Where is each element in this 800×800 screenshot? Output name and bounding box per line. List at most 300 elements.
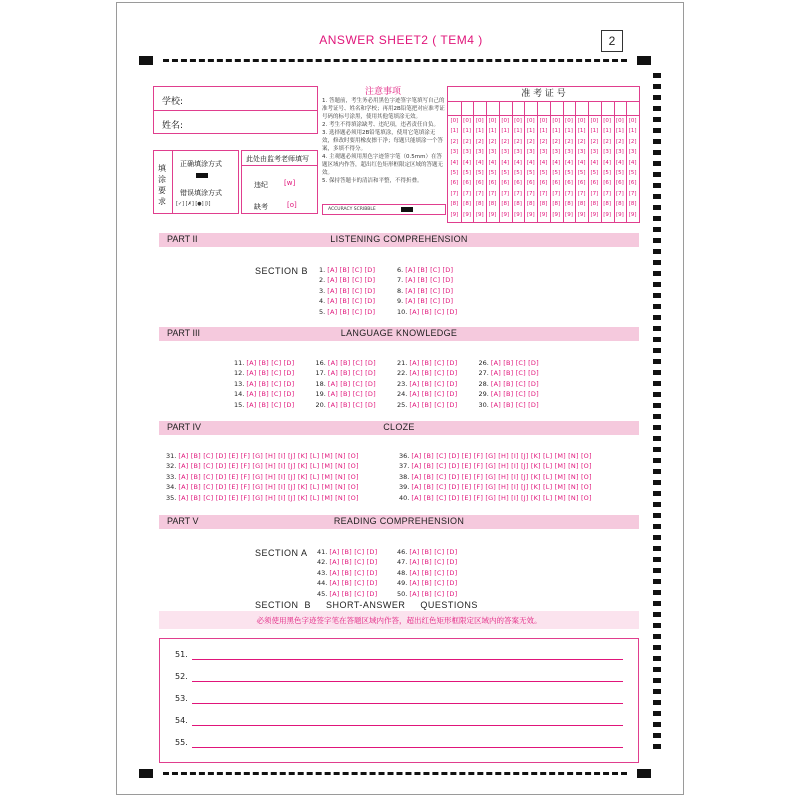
- exam-id-bubble[interactable]: [2]: [577, 138, 586, 145]
- exam-id-bubble[interactable]: [5]: [488, 170, 497, 177]
- exam-id-bubble[interactable]: [2]: [514, 138, 522, 145]
- question-number: 29.: [478, 390, 491, 399]
- exam-id-bubble[interactable]: [6]: [590, 180, 599, 187]
- exam-id-column: [588, 116, 601, 220]
- question-number: 35.: [166, 493, 179, 502]
- answer-options[interactable]: [A] [B] [C] [D]: [327, 266, 376, 274]
- exam-id-bubble[interactable]: [9]: [577, 211, 586, 218]
- answer-options[interactable]: [A] [B] [C] [D]: [246, 400, 295, 409]
- exam-id-bubble[interactable]: [8]: [539, 201, 548, 208]
- answer-options[interactable]: [A] [B] [C] [D]: [490, 379, 539, 388]
- answer-options[interactable]: [A] [B] [C] [D]: [246, 359, 295, 367]
- part2-title: LISTENING COMPREHENSION: [330, 234, 468, 244]
- exam-id-bubble[interactable]: [9]: [463, 211, 471, 218]
- exam-id-bubble[interactable]: [7]: [577, 190, 586, 197]
- exam-id-bubble[interactable]: [6]: [628, 180, 637, 187]
- exam-id-bubble[interactable]: [9]: [514, 211, 522, 218]
- exam-id-bubble[interactable]: [7]: [590, 190, 599, 197]
- absent-mark[interactable]: [o]: [287, 201, 297, 209]
- timing-mark: [653, 568, 661, 573]
- exam-id-bubble[interactable]: [9]: [501, 211, 510, 218]
- exam-id-bubble[interactable]: [2]: [552, 138, 561, 145]
- exam-id-bubble[interactable]: [3]: [488, 149, 497, 156]
- exam-id-bubble[interactable]: [2]: [463, 138, 471, 145]
- exam-id-bubble[interactable]: [1]: [450, 128, 459, 135]
- exam-id-bubble[interactable]: [3]: [526, 149, 535, 156]
- answer-options[interactable]: [A] [B] [C] [D]: [327, 400, 376, 409]
- question-row: [397, 400, 457, 410]
- exam-id-bubble[interactable]: [8]: [615, 201, 624, 208]
- exam-id-bubble[interactable]: [4]: [565, 159, 573, 166]
- question-row: [166, 472, 359, 482]
- timing-mark: [653, 249, 661, 254]
- exam-id-bubble[interactable]: [1]: [463, 128, 471, 135]
- exam-id-bubble[interactable]: [7]: [565, 190, 573, 197]
- exam-id-bubble[interactable]: [1]: [514, 128, 522, 135]
- exam-id-bubble[interactable]: [0]: [577, 118, 586, 124]
- timing-mark: [653, 370, 661, 375]
- bottom-timing-track: [163, 772, 627, 779]
- exam-id-bubble[interactable]: [8]: [463, 201, 471, 208]
- exam-id-bubble[interactable]: [1]: [539, 128, 548, 135]
- exam-id-bubble[interactable]: [0]: [603, 118, 612, 124]
- question-row: [234, 368, 294, 378]
- exam-id-bubble[interactable]: [7]: [501, 190, 510, 197]
- answer-options[interactable]: [A] [B] [C] [D] [E] [F] [G] [H] [I] [J] [K] [L] [M] [N] [O]: [178, 452, 359, 460]
- question-number: 23.: [397, 379, 410, 388]
- exam-id-bubble[interactable]: [6]: [577, 180, 586, 187]
- exam-id-bubble[interactable]: [6]: [565, 180, 573, 187]
- exam-id-bubble[interactable]: [4]: [526, 159, 535, 166]
- exam-id-bubble[interactable]: [0]: [565, 118, 573, 124]
- timing-mark: [653, 491, 661, 496]
- exam-id-bubble[interactable]: [4]: [501, 159, 510, 166]
- exam-id-bubble[interactable]: [8]: [526, 201, 535, 208]
- answer-options[interactable]: [A] [B] [C] [D]: [409, 379, 458, 388]
- exam-id-bubble[interactable]: [7]: [463, 190, 471, 197]
- answer-options[interactable]: [A] [B] [C] [D]: [327, 286, 376, 295]
- exam-id-bubble[interactable]: [1]: [590, 128, 599, 135]
- exam-id-bubble[interactable]: [5]: [565, 170, 573, 177]
- timing-mark: [653, 678, 661, 683]
- exam-id-bubble[interactable]: [8]: [590, 201, 599, 208]
- exam-id-bubble[interactable]: [1]: [501, 128, 510, 135]
- exam-id-bubble[interactable]: [1]: [628, 128, 637, 135]
- answer-options[interactable]: [A] [B] [C] [D]: [327, 390, 376, 399]
- exam-id-grid: [448, 101, 639, 222]
- exam-id-bubble[interactable]: [1]: [565, 128, 573, 135]
- exam-id-bubble[interactable]: [2]: [526, 138, 535, 145]
- exam-id-bubble[interactable]: [6]: [526, 180, 535, 187]
- question-number: 41.: [317, 548, 330, 556]
- exam-id-bubble[interactable]: [9]: [488, 211, 497, 218]
- exam-id-bubble[interactable]: [0]: [615, 118, 624, 124]
- registration-mark-top-left: [139, 56, 153, 65]
- answer-options[interactable]: [A] [B] [C] [D]: [405, 286, 454, 295]
- answer-options[interactable]: [A] [B] [C] [D]: [409, 400, 458, 409]
- timing-mark: [653, 348, 661, 353]
- short-answer-line[interactable]: [192, 747, 623, 748]
- exam-id-bubble[interactable]: [4]: [577, 159, 586, 166]
- timing-mark: [653, 183, 661, 188]
- exam-id-bubble[interactable]: [4]: [552, 159, 561, 166]
- exam-id-bubble[interactable]: [9]: [450, 211, 459, 218]
- exam-id-bubble[interactable]: [6]: [463, 180, 471, 187]
- timing-mark: [653, 700, 661, 705]
- notice-list: [322, 97, 446, 185]
- exam-id-bubble[interactable]: [7]: [628, 190, 637, 197]
- exam-id-bubble[interactable]: [5]: [514, 170, 522, 177]
- answer-options[interactable]: [A] [B] [C] [D]: [409, 579, 458, 588]
- exam-id-bubble[interactable]: [2]: [565, 138, 573, 145]
- timing-mark: [653, 106, 661, 111]
- name-field[interactable]: [196, 114, 314, 131]
- timing-mark: [653, 722, 661, 727]
- question-number: 10.: [397, 307, 410, 316]
- question-number: 30.: [478, 400, 491, 409]
- registration-mark-bottom-right: [637, 769, 651, 778]
- question-number: 44.: [317, 579, 330, 588]
- exam-id-bubble[interactable]: [9]: [475, 211, 484, 218]
- part2-label: PART II: [167, 234, 198, 244]
- exam-id-bubble[interactable]: [3]: [463, 149, 471, 156]
- timing-mark: [653, 238, 661, 243]
- exam-id-bubble[interactable]: [9]: [526, 211, 535, 218]
- exam-id-bubble[interactable]: [6]: [603, 180, 612, 187]
- exam-id-bubble[interactable]: [7]: [615, 190, 624, 197]
- exam-id-bubble[interactable]: [5]: [603, 170, 612, 177]
- answer-options[interactable]: [A] [B] [C] [D]: [327, 369, 376, 378]
- answer-options[interactable]: [A] [B] [C] [D]: [246, 369, 295, 378]
- timing-mark: [653, 392, 661, 397]
- question-number: 13.: [234, 379, 247, 388]
- exam-id-bubble[interactable]: [2]: [615, 138, 624, 145]
- exam-id-bubble[interactable]: [0]: [488, 118, 497, 124]
- exam-id-bubble[interactable]: [0]: [590, 118, 599, 124]
- question-row: [397, 568, 457, 578]
- question-row: [397, 358, 457, 368]
- answer-options[interactable]: [A] [B] [C] [D]: [490, 390, 539, 399]
- question-row: [317, 578, 377, 588]
- question-row: [397, 265, 453, 275]
- exam-id-bubble[interactable]: [5]: [450, 170, 459, 177]
- timing-mark: [653, 546, 661, 551]
- exam-id-bubble[interactable]: [9]: [615, 211, 624, 218]
- answer-options[interactable]: [A] [B] [C] [D]: [409, 307, 458, 316]
- answer-options[interactable]: [A] [B] [C] [D]: [409, 548, 458, 556]
- timing-mark: [653, 656, 661, 661]
- exam-id-bubble[interactable]: [6]: [450, 180, 459, 187]
- exam-id-bubble[interactable]: [2]: [501, 138, 510, 145]
- exam-id-bubble[interactable]: [7]: [450, 190, 459, 197]
- answer-options[interactable]: [A] [B] [C] [D] [E] [F] [G] [H] [I] [J] [K] [L] [M] [N] [O]: [411, 493, 592, 502]
- answer-options[interactable]: [A] [B] [C] [D]: [327, 307, 376, 316]
- exam-id-bubble[interactable]: [5]: [577, 170, 586, 177]
- exam-id-bubble[interactable]: [9]: [539, 211, 548, 218]
- question-number: 28.: [478, 379, 491, 388]
- short-answer-line[interactable]: [192, 681, 623, 682]
- answer-options[interactable]: [A] [B] [C] [D]: [329, 558, 378, 567]
- exam-id-bubble[interactable]: [6]: [514, 180, 522, 187]
- answer-options[interactable]: [A] [B] [C] [D] [E] [F] [G] [H] [I] [J] [K] [L] [M] [N] [O]: [411, 462, 592, 471]
- exam-id-column: [512, 116, 525, 220]
- school-field[interactable]: [196, 90, 314, 107]
- violation-mark[interactable]: [w]: [284, 179, 296, 187]
- part4-label: PART IV: [167, 422, 202, 432]
- question-row: [479, 400, 539, 410]
- answer-options[interactable]: [A] [B] [C] [D]: [490, 369, 539, 378]
- exam-id-bubble[interactable]: [5]: [501, 170, 510, 177]
- exam-id-column: [626, 116, 639, 220]
- exam-id-bubble[interactable]: [8]: [501, 201, 510, 208]
- absent-label: 缺考: [254, 203, 268, 211]
- part4-header: [159, 421, 639, 435]
- exam-id-bubble[interactable]: [5]: [615, 170, 624, 177]
- question-row: [397, 275, 453, 285]
- exam-id-column: [524, 116, 537, 220]
- exam-id-bubble[interactable]: [7]: [526, 190, 535, 197]
- answer-options[interactable]: [A] [B] [C] [D]: [329, 589, 378, 598]
- exam-id-bubble[interactable]: [0]: [514, 118, 522, 124]
- answer-options[interactable]: [A] [B] [C] [D]: [327, 359, 376, 367]
- timing-mark: [653, 579, 661, 584]
- answer-options[interactable]: [A] [B] [C] [D]: [405, 276, 454, 285]
- short-answer-number: 55.: [175, 738, 188, 747]
- exam-id-bubble[interactable]: [7]: [552, 190, 561, 197]
- answer-options[interactable]: [A] [B] [C] [D]: [490, 400, 539, 409]
- exam-id-bubble[interactable]: [6]: [475, 180, 484, 187]
- exam-id-bubble[interactable]: [9]: [628, 211, 637, 218]
- exam-id-bubble[interactable]: [7]: [539, 190, 548, 197]
- exam-id-bubble[interactable]: [4]: [539, 159, 548, 166]
- exam-id-column: [601, 116, 614, 220]
- timing-mark: [653, 557, 661, 562]
- exam-id-bubble[interactable]: [3]: [590, 149, 599, 156]
- page-number: 2: [601, 30, 623, 52]
- short-answer-line[interactable]: [192, 725, 623, 726]
- part3-label: PART III: [167, 328, 201, 338]
- exam-id-bubble[interactable]: [2]: [488, 138, 497, 145]
- wrong-fill-label: 错误填涂方式: [180, 189, 222, 197]
- exam-id-bubble[interactable]: [2]: [628, 138, 637, 145]
- question-row: [397, 286, 453, 296]
- exam-id-bubble[interactable]: [3]: [615, 149, 624, 156]
- exam-id-bubble[interactable]: [9]: [565, 211, 573, 218]
- exam-id-bubble[interactable]: [0]: [463, 118, 471, 124]
- exam-id-bubble[interactable]: [0]: [501, 118, 510, 124]
- exam-id-bubble[interactable]: [3]: [539, 149, 548, 156]
- exam-id-bubble[interactable]: [3]: [450, 149, 459, 156]
- answer-options[interactable]: [A] [B] [C] [D]: [327, 276, 376, 285]
- answer-options[interactable]: [A] [B] [C] [D] [E] [F] [G] [H] [I] [J] [K] [L] [M] [N] [O]: [178, 462, 359, 471]
- exam-id-bubble[interactable]: [3]: [501, 149, 510, 156]
- exam-id-bubble[interactable]: [6]: [539, 180, 548, 187]
- timing-mark: [653, 711, 661, 716]
- exam-id-bubble[interactable]: [8]: [552, 201, 561, 208]
- timing-mark: [653, 414, 661, 419]
- exam-id-bubble[interactable]: [1]: [475, 128, 484, 135]
- exam-id-bubble[interactable]: [5]: [539, 170, 548, 177]
- exam-id-bubble[interactable]: [1]: [488, 128, 497, 135]
- accuracy-scribble-box: [322, 204, 446, 215]
- exam-id-bubble[interactable]: [4]: [450, 159, 459, 166]
- exam-id-bubble[interactable]: [1]: [615, 128, 624, 135]
- exam-id-bubble[interactable]: [8]: [603, 201, 612, 208]
- answer-options[interactable]: [A] [B] [C] [D]: [409, 558, 458, 567]
- short-answer-line[interactable]: [192, 703, 623, 704]
- exam-id-bubble[interactable]: [4]: [514, 159, 522, 166]
- answer-options[interactable]: [A] [B] [C] [D]: [490, 359, 539, 367]
- exam-id-bubble[interactable]: [8]: [488, 201, 497, 208]
- exam-id-bubble[interactable]: [8]: [628, 201, 637, 208]
- question-row: [479, 368, 539, 378]
- timing-mark: [653, 612, 661, 617]
- exam-id-bubble[interactable]: [4]: [488, 159, 497, 166]
- answer-options[interactable]: [A] [B] [C] [D]: [329, 579, 378, 588]
- exam-id-bubble[interactable]: [8]: [475, 201, 484, 208]
- timing-mark: [653, 139, 661, 144]
- exam-id-bubble[interactable]: [5]: [590, 170, 599, 177]
- exam-id-bubble[interactable]: [0]: [552, 118, 561, 124]
- exam-id-bubble[interactable]: [8]: [450, 201, 459, 208]
- exam-id-bubble[interactable]: [4]: [603, 159, 612, 166]
- exam-id-bubble[interactable]: [5]: [552, 170, 561, 177]
- wrong-fill-examples: [✓] [✗] [●] [ⅰ]: [176, 201, 211, 207]
- exam-id-bubble[interactable]: [7]: [475, 190, 484, 197]
- exam-id-bubble[interactable]: [3]: [603, 149, 612, 156]
- exam-id-bubble[interactable]: [6]: [501, 180, 510, 187]
- timing-mark: [653, 502, 661, 507]
- answer-options[interactable]: [A] [B] [C] [D]: [405, 297, 454, 306]
- exam-id-bubble[interactable]: [0]: [450, 118, 459, 124]
- answer-options[interactable]: [A] [B] [C] [D]: [405, 266, 454, 274]
- exam-id-bubble[interactable]: [1]: [603, 128, 612, 135]
- exam-id-bubble[interactable]: [1]: [552, 128, 561, 135]
- part5-header: [159, 515, 639, 529]
- question-number: 19.: [315, 390, 328, 399]
- exam-id-bubble[interactable]: [4]: [615, 159, 624, 166]
- timing-mark: [653, 601, 661, 606]
- exam-id-bubble[interactable]: [3]: [552, 149, 561, 156]
- exam-id-column: [461, 116, 474, 220]
- exam-id-bubble[interactable]: [7]: [488, 190, 497, 197]
- exam-id-bubble[interactable]: [0]: [539, 118, 548, 124]
- question-row: [316, 400, 376, 410]
- exam-id-bubble[interactable]: [5]: [526, 170, 535, 177]
- answer-options[interactable]: [A] [B] [C] [D] [E] [F] [G] [H] [I] [J] [K] [L] [M] [N] [O]: [178, 472, 359, 481]
- exam-id-bubble[interactable]: [3]: [514, 149, 522, 156]
- exam-id-bubble[interactable]: [5]: [463, 170, 471, 177]
- exam-id-bubble[interactable]: [7]: [514, 190, 522, 197]
- exam-id-bubble[interactable]: [7]: [603, 190, 612, 197]
- exam-id-bubble[interactable]: [2]: [450, 138, 459, 145]
- exam-id-bubble[interactable]: [8]: [577, 201, 586, 208]
- exam-id-bubble[interactable]: [5]: [475, 170, 484, 177]
- exam-id-bubble[interactable]: [4]: [628, 159, 637, 166]
- exam-id-bubble[interactable]: [6]: [615, 180, 624, 187]
- question-row: [397, 578, 457, 588]
- exam-id-bubble[interactable]: [2]: [590, 138, 599, 145]
- exam-id-column: [537, 116, 550, 220]
- answer-options[interactable]: [A] [B] [C] [D]: [246, 379, 295, 388]
- exam-id-box: [447, 86, 640, 223]
- exam-id-bubble[interactable]: [4]: [463, 159, 471, 166]
- question-row: [319, 265, 375, 275]
- answer-options[interactable]: [A] [B] [C] [D] [E] [F] [G] [H] [I] [J] [K] [L] [M] [N] [O]: [411, 472, 592, 481]
- exam-id-bubble[interactable]: [4]: [590, 159, 599, 166]
- answer-options[interactable]: [A] [B] [C] [D]: [327, 379, 376, 388]
- exam-id-bubble[interactable]: [3]: [475, 149, 484, 156]
- exam-id-bubble[interactable]: [0]: [475, 118, 484, 124]
- exam-id-bubble[interactable]: [1]: [526, 128, 535, 135]
- short-answer-box: [159, 638, 639, 763]
- exam-id-bubble[interactable]: [9]: [552, 211, 561, 218]
- exam-id-bubble[interactable]: [9]: [590, 211, 599, 218]
- answer-options[interactable]: [A] [B] [C] [D] [E] [F] [G] [H] [I] [J] [K] [L] [M] [N] [O]: [178, 483, 359, 492]
- answer-options[interactable]: [A] [B] [C] [D] [E] [F] [G] [H] [I] [J] [K] [L] [M] [N] [O]: [411, 483, 592, 492]
- answer-options[interactable]: [A] [B] [C] [D]: [409, 390, 458, 399]
- question-number: 39.: [399, 483, 412, 492]
- answer-options[interactable]: [A] [B] [C] [D]: [327, 297, 376, 306]
- part2-header: [159, 233, 639, 247]
- exam-id-bubble[interactable]: [8]: [565, 201, 573, 208]
- answer-options[interactable]: [A] [B] [C] [D] [E] [F] [G] [H] [I] [J] [K] [L] [M] [N] [O]: [411, 452, 592, 460]
- short-answer-line[interactable]: [192, 659, 623, 660]
- answer-options[interactable]: [A] [B] [C] [D]: [329, 548, 378, 556]
- exam-id-bubble[interactable]: [0]: [526, 118, 535, 124]
- exam-id-bubble[interactable]: [8]: [514, 201, 522, 208]
- exam-id-bubble[interactable]: [4]: [475, 159, 484, 166]
- exam-id-bubble[interactable]: [5]: [628, 170, 637, 177]
- answer-options[interactable]: [A] [B] [C] [D]: [409, 568, 458, 577]
- student-info-box: [153, 86, 318, 134]
- answer-options[interactable]: [A] [B] [C] [D]: [409, 589, 458, 598]
- answer-options[interactable]: [A] [B] [C] [D]: [329, 568, 378, 577]
- timing-mark: [653, 359, 661, 364]
- exam-id-bubble[interactable]: [0]: [628, 118, 637, 124]
- exam-id-bubble[interactable]: [3]: [628, 149, 637, 156]
- question-number: 24.: [397, 390, 410, 399]
- exam-id-bubble[interactable]: [9]: [603, 211, 612, 218]
- exam-id-bubble[interactable]: [3]: [565, 149, 573, 156]
- exam-id-bubble[interactable]: [3]: [577, 149, 586, 156]
- exam-id-bubble[interactable]: [2]: [539, 138, 548, 145]
- question-row: [397, 389, 457, 399]
- exam-id-bubble[interactable]: [2]: [475, 138, 484, 145]
- timing-mark: [653, 667, 661, 672]
- exam-id-bubble[interactable]: [6]: [488, 180, 497, 187]
- question-number: 48.: [397, 568, 410, 577]
- question-row: [166, 482, 359, 492]
- question-row: [397, 379, 457, 389]
- answer-options[interactable]: [A] [B] [C] [D]: [409, 359, 458, 367]
- answer-options[interactable]: [A] [B] [C] [D] [E] [F] [G] [H] [I] [J] [K] [L] [M] [N] [O]: [178, 493, 359, 502]
- exam-id-bubble[interactable]: [2]: [603, 138, 612, 145]
- part5-section-b-label: SECTION B SHORT-ANSWER QUESTIONS: [255, 600, 478, 610]
- fill-requirements-label: 填涂要求: [158, 164, 166, 206]
- exam-id-bubble[interactable]: [1]: [577, 128, 586, 135]
- answer-options[interactable]: [A] [B] [C] [D]: [246, 390, 295, 399]
- question-number: 36.: [399, 452, 412, 460]
- notice-item: 4. 主观题必须用黑色字迹签字笔（0.5mm）在答题区域内作答，超出红色矩形框限定区域的答题无效。: [322, 154, 444, 176]
- question-number: 25.: [397, 400, 410, 409]
- question-number: 12.: [234, 369, 247, 378]
- question-number: 27.: [478, 369, 491, 378]
- timing-mark: [653, 73, 661, 78]
- short-answer-number: 54.: [175, 716, 188, 725]
- answer-options[interactable]: [A] [B] [C] [D]: [409, 369, 458, 378]
- exam-id-bubble[interactable]: [6]: [552, 180, 561, 187]
